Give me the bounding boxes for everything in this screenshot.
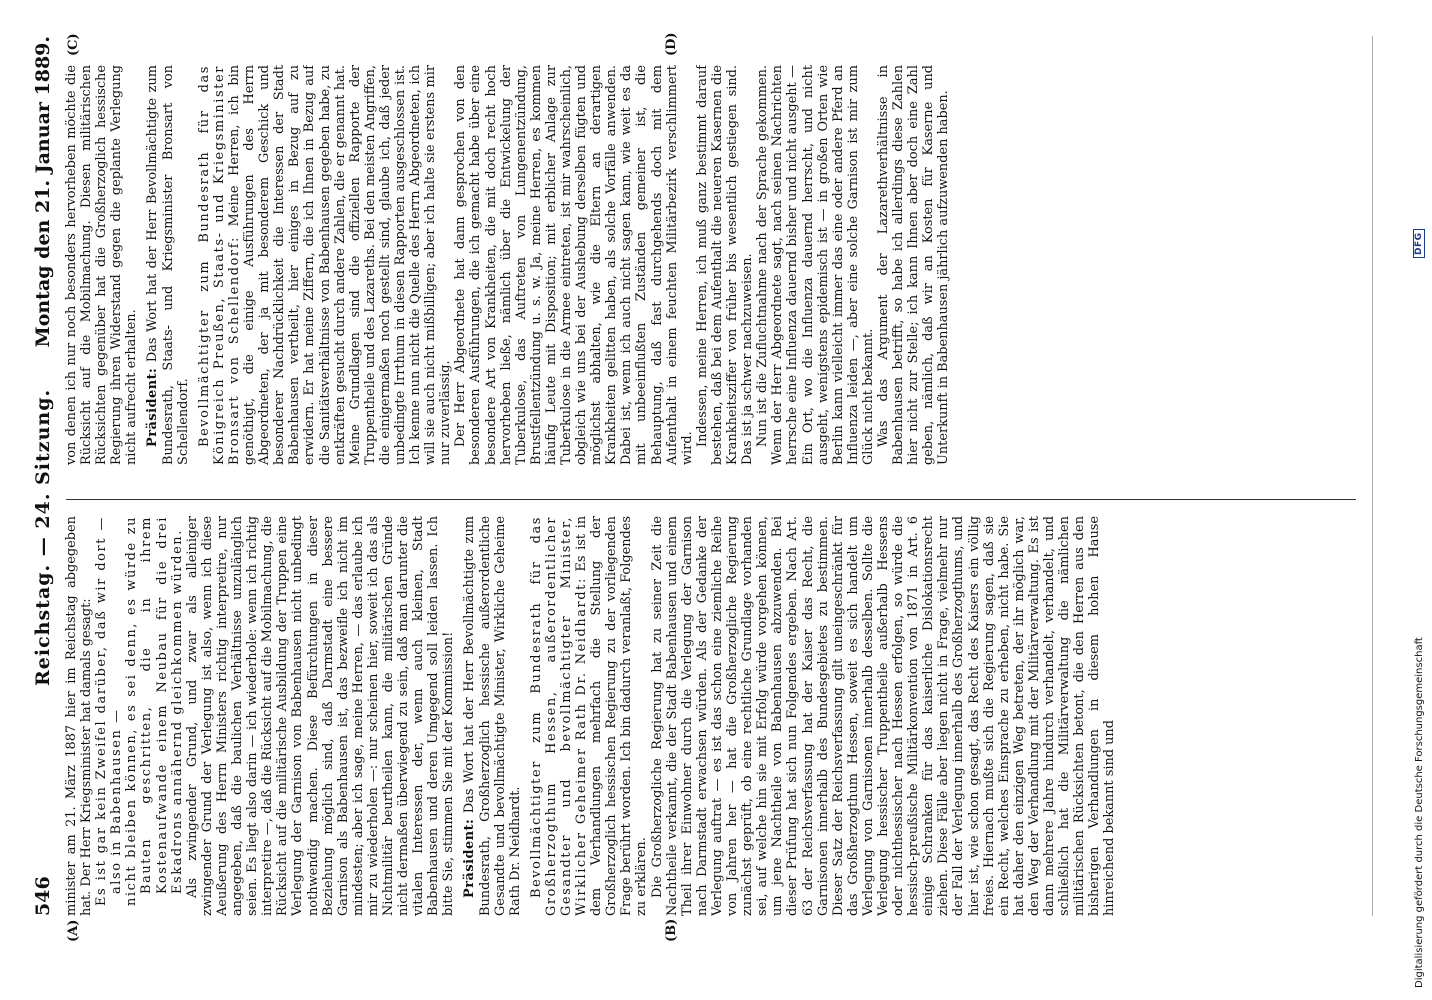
left-column [64, 516, 1359, 916]
paragraph: von denen ich nur noch besonders hervorheben möchte die Rücksicht auf die Mobilmachung. Diesen militärischen Rücksichten gegenüber hat die Großherzoglich hessische Regierung ihren Widerstand gegen die geplante Verlegung nicht aufrecht erhalten. [64, 65, 140, 465]
paragraph: Nun ist die Zufluchtnahme nach der Sprache gekommen. Wenn der Herr Abgeordnete sagt, nach seinen Nachrichten herrsche eine Influenza dauernd bisher und nicht ausgeht — Ein Ort, wo die Influenza dauernd herrscht, und nicht ausgeht, wenigstens epidemisch ist — in großen Orten wie Berlin kann vielleicht immer das eine oder andere Pferd an Influenza leiden —, aber eine solche Garnison ist mir zum Glück nicht bekannt. [755, 65, 876, 465]
margin-marker-b: (B) [664, 918, 679, 942]
speaker-name: Bevollmächtigter zum Bundesrath für das Königreich Preußen, Staats- und Kriegsminister Bronsart von Schellendorf: [196, 65, 242, 465]
digitization-footer [1414, 0, 1428, 1000]
dfg-logo: DFG [1413, 229, 1425, 258]
margin-marker-c: (C) [66, 33, 81, 56]
column-divider [66, 499, 1356, 500]
margin-marker-d: (D) [664, 32, 679, 56]
bottom-rule [1372, 36, 1373, 916]
paragraph: Was das Argument der Lazarethverhältnisse in Babenhausen betrifft, so habe ich allerdings diese Zahlen hier nicht zur Stelle; ich kann Ihnen aber doch eine Zahl geben, nämlich, daß wir an Kosten für Kaserne und Unterkunft in Babenhausen jährlich aufzuwenden haben. [875, 65, 952, 465]
page-number: 546 [32, 876, 54, 916]
speaker-name: Präsident: [462, 818, 478, 898]
speaker-name: Bevollmächtigter zum Bundesrath für das Großherzogthum Hessen, außerordentlicher Gesandter und bevollmächtigter Minister, Wirklicher Geheimer Rath Dr. Neidhardt: [528, 516, 590, 916]
page-header [24, 36, 64, 916]
right-column [64, 65, 1359, 465]
paragraph: Als zwingender Grund, und zwar als alleiniger zwingender Grund der Verlegung ist also, wenn ich diese Aeußerung des Herrn Ministers richtig interpretire, nur angegeben, daß die baulichen Verhältnisse unzulänglich seien. Es liegt also darin — ich wiederhole: wenn ich richtig interpretire —, daß die Rücksicht auf die Mobilmachung, die Rücksicht auf die militärische Ausbildung der Truppen eine Verlegung der Garnison von Babenhausen nicht unbedingt nothwendig machen. Diese Befürchtungen in dieser Beziehung möglich sind, daß Darmstadt eine bessere Garnison als Babenhausen ist, das bezweifle ich nicht im mindesten; aber ich sage, meine Herren, — das erlaube ich mir zu wiederholen —: nur scheinen hier, soweit ich das als Nichtmilitär beurtheilen kann, die militärischen Gründe nicht dermaßen überwiegend zu sein, daß man darunter die vitalen Interessen der, wenn auch kleinen, Stadt Babenhausen und deren Umgegend soll leiden lassen. Ich bitte Sie, stimmen Sie mit der Kommission! [184, 516, 457, 916]
session-title: Reichstag. — 24. Sitzung. [32, 388, 54, 686]
paragraph: Die Großherzogliche Regierung hat zu seiner Zeit die Nachtheile verkannt, die der Stadt Babenhausen und einem Theil ihrer Einwohner durch die Verlegung der Garnison nach Darmstadt erwachsen würden. Als der Gedanke der Verlegung auftrat — es ist das schon eine ziemliche Reihe von Jahren her — hat die Großherzogliche Regierung zunächst geprüft, ob eine rechtliche Grundlage vorhanden sei, auf welche hin sie mit Erfolg würde vorgehen können, um jene Nachtheile von Babenhausen abzuwenden. Bei dieser Prüfung hat sich nun Folgendes ergeben. Nach Art. 63 der Reichsverfassung hat der Kaiser das Recht, die Garnisonen innerhalb des Bundesgebietes zu bestimmen. Dieser Satz der Reichsverfassung gilt uneingeschränkt für das Großherzogthum Hessen, soweit es sich handelt um Verlegung von Garnisonen innerhalb desselben. Sollte die Verlegung hessischer Truppentheile außerhalb Hessens oder nichthessischer nach Hessen erfolgen, so würde die hessisch-preußische Militärkonvention von 1871 in Art. 6 einige Schranken für das kaiserliche Dislokationsrecht ziehen. Diese Fälle aber liegen nicht in Frage, vielmehr nur der Fall der Verlegung innerhalb des Großherzogthums, und hier ist, wie schon gesagt, das Recht des Kaisers ein völlig freies. Hiernach mußte sich die Regierung sagen, daß sie ein Recht, welches Einsprache zu erheben, nicht habe. Sie hat daher den einzigen Weg betreten, der ihr möglich war, den Weg der Verhandlung mit der Militärverwaltung. Es ist dann mehrere Jahre hindurch verhandelt, verhandelt, und schließlich hat die Militärverwaltung die nämlichen militärischen Rücksichten betont, die den Herren aus den bisherigen Verhandlungen in diesem hohen Hause hinreichend bekannt sind und [649, 516, 1118, 916]
paragraph: Indessen, meine Herren, ich muß ganz bestimmt darauf bestehen, daß bei dem Aufenthalt die neueren Kasernen die Krankheitsziffer von früher bis wesentlich gestiegen sind. Das ist ja schwer nachzuweisen. [694, 65, 756, 465]
paragraph: Es ist in dem Verhandlungen mehrfach die Stellung der Großherzoglich hessischen Regierung zu der vorliegenden Frage berührt worden. Ich bin dadurch veranlaßt, Folgendes zu erklären. [574, 516, 650, 916]
paragraph: minister am 21. März 1887 hier im Reichstag abgegeben hat. Der Herr Kriegsminister hat damals gesagt: [64, 516, 95, 916]
margin-marker-a: (A) [66, 919, 81, 942]
speaker-name: Präsident: [145, 367, 161, 447]
paragraph: Der Herr Abgeordnete hat dann gesprochen von den besonderen Ausführungen, die ich gemacht habe über eine besondere Art von Krankheiten, die mit doch recht hoch hervorheben ließe, nämlich über die Entwickelung der Tuberkulose, das Auftreten von Lungenentzündung, Brustfellentzündung u. s. w. Ja, meine Herren, es kommen häufig Leute mit Disposition; mit erblicher Anlage zur Tuberkulose in die Armee eintreten, ist mir wahrscheinlich, obgleich wie uns bei der Aushebung derselben fügten und möglichst abhalten, wie die Eltern an derartigen Krankheiten gelitten haben, als solche Vorfälle anwenden. Dabei ist, wenn ich auch nicht sagen kann, wie weit es da mit unbeeinflußten Zuständen gemeiner ist, die Behauptung, daß fast durchgehends doch mit dem Aufenthalt in einem feuchten Militärbezirk verschlimmert wird. [453, 65, 695, 465]
paragraph: Das Wort hat der Herr Bevollmächtigte zum Bundesrath, Großherzoglich hessische außerordentliche Gesandte und bevollmächtigte Minister, Wirkliche Geheime Rath Dr. Neidhardt. [462, 516, 523, 916]
quoted-paragraph: nicht bleiben können, es sei denn, es würde zu Bauten geschritten, die in ihrem Kostenaufwande einem Neubau für die drei Eskadrons annähernd gleichkommen würden. [124, 516, 185, 906]
session-date: Montag den 21. Januar 1889. [32, 36, 54, 348]
quoted-paragraph: Es ist gar kein Zweifel darüber, daß wir dort — also in Babenhausen — [94, 516, 125, 906]
paragraph: Das Wort hat der Herr Bevollmächtigte zum Bundesrath, Staats- und Kriegsminister Bronsart von Schellendorf. [145, 65, 191, 465]
footer-credit: Digitalisierung gefördert durch die Deutsche Forschungsgemeinschaft [1414, 637, 1425, 988]
paragraph: Meine Herren, ich bin genöthigt, die einige Ausführungen des Herrn Abgeordneten, der ja mit besonderem Geschick und besonderer Nachdrücklichkeit die Interessen der Stadt Babenhausen vertheilt, hier einiges in Bezug auf zu erwidern. Er hat meine Ziffern, die ich Ihnen in Bezug auf die Sanitätsverhältnisse von Babenhausen gegeben habe, zu entkräften gesucht durch andere Zahlen, die er genannt hat. Meine Grundlagen sind die offiziellen Rapporte der Truppentheile und des Lazareths. Bei den meisten Angriffen, die einigermaßen noch gestellt sind, glaube ich, daß jeder unbedingte Irrthum in diesen Rapporten ausgeschlossen ist. Ich kenne nun nicht die Quelle des Herrn Abgeordneten, ich will sie auch nicht mißbilligen; aber ich halte sie erstens mir nur zuverlässig. [226, 65, 454, 465]
